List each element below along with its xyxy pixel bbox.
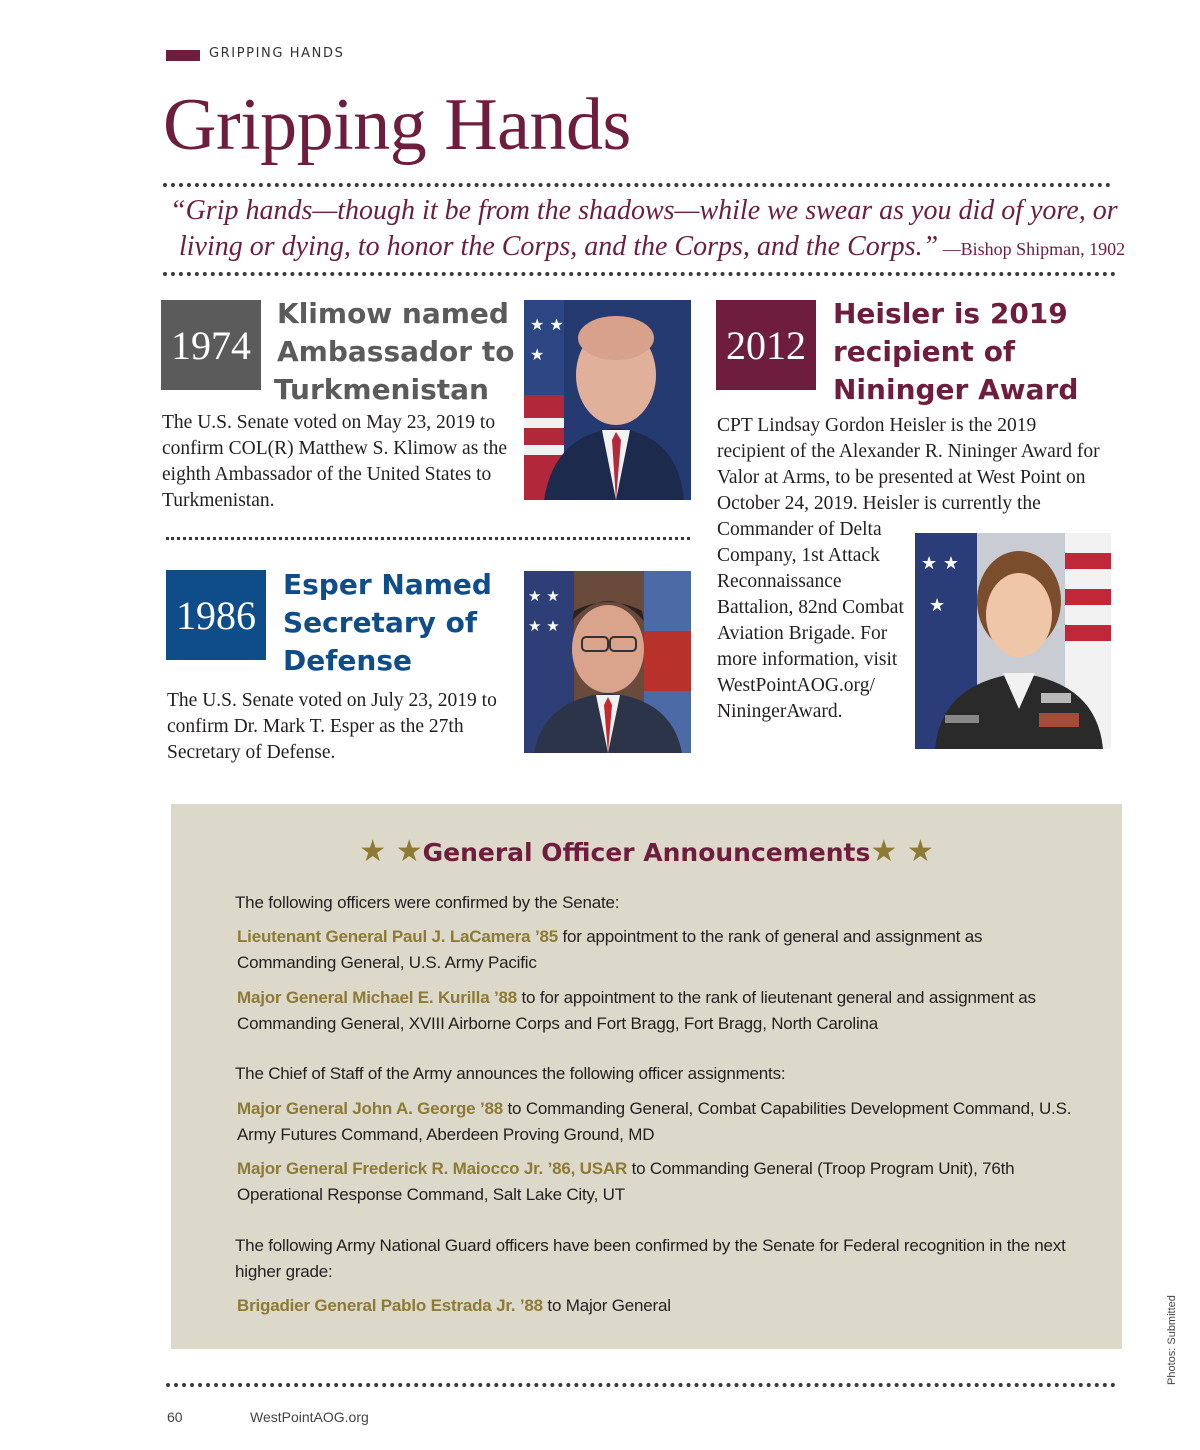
esper-headline	[283, 566, 492, 680]
class-year-box-1986: 1986	[166, 570, 266, 660]
svg-text:★ ★: ★ ★	[528, 617, 560, 635]
quote-attribution: —Bishop Shipman, 1902	[938, 239, 1126, 259]
headline-line: Heisler is 2019	[833, 297, 1068, 330]
quote-line-2	[170, 229, 1130, 267]
klimow-portrait-photo	[524, 300, 691, 500]
divider-quote-bottom	[163, 272, 1116, 276]
star-icon: ★ ★	[870, 834, 934, 869]
announcement-text: to Commanding General (Troop Program Unit), 76th Operational Response Command, Salt Lake City, UT	[237, 1159, 1015, 1204]
klimow-headline	[274, 295, 515, 409]
headline-line: Esper Named	[283, 568, 492, 601]
headline-line: Turkmenistan	[274, 373, 489, 406]
announcement-text: to Major General	[542, 1296, 671, 1315]
announcements-intro-senate: The following officers were confirmed by the Senate:	[235, 893, 620, 912]
star-icon: ★ ★	[359, 834, 423, 869]
officer-name: Major General John A. George ’88	[237, 1099, 503, 1118]
divider-top	[163, 183, 1111, 187]
esper-body: The U.S. Senate voted on July 23, 2019 to confirm Dr. Mark T. Esper as the 27th Secretary of Defense.	[167, 690, 497, 763]
page-number: 60	[167, 1409, 183, 1425]
divider-bottom	[166, 1383, 1116, 1387]
portrait-illustration	[915, 533, 1111, 749]
footer-site: WestPointAOG.org	[250, 1409, 369, 1425]
headline-line: Klimow named	[277, 297, 509, 330]
announcements-title: General Officer Announcements	[422, 838, 871, 867]
headline-line: Ambassador to	[277, 335, 515, 368]
announcement-item	[237, 1293, 1077, 1319]
announcement-item	[237, 1156, 1077, 1208]
class-year-box-2012: 2012	[716, 300, 816, 390]
svg-text:★ ★: ★ ★	[530, 315, 564, 334]
heisler-body-top: CPT Lindsay Gordon Heisler is the 2019 recipient of the Alexander R. Nininger Award for Valor at Arms, to be presented at West Point on October 24, 2019. Heisler is currently the	[717, 415, 1100, 514]
svg-text:★: ★	[530, 345, 545, 364]
quote-line-1: “Grip hands—though it be from the shadows—while we swear as you did of yore, or	[170, 195, 1118, 226]
page-title: Gripping Hands	[163, 84, 631, 166]
esper-portrait-photo	[524, 571, 691, 753]
officer-name: Brigadier General Pablo Estrada Jr. ’88	[237, 1296, 543, 1315]
portrait-illustration	[524, 300, 691, 500]
svg-text:★ ★: ★ ★	[528, 587, 560, 605]
heisler-portrait-photo	[915, 533, 1111, 749]
announcement-text: to Commanding General, Combat Capabilities Development Command, U.S. Army Futures Command, Aberdeen Proving Ground, MD	[237, 1099, 1072, 1144]
headline-line: Secretary of	[283, 606, 478, 639]
announcement-item	[237, 924, 1077, 976]
announcements-intro-chief-of-staff: The Chief of Staff of the Army announces the following officer assignments:	[235, 1064, 786, 1083]
heisler-body-bottom: Commander of Delta Company, 1st Attack Reconnaissance Battalion, 82nd Combat Aviation Brigade. For more information, visit WestPointAOG.org/ NiningerAward.	[717, 519, 904, 722]
announcements-intro-national-guard: The following Army National Guard officers have been confirmed by the Senate for Federal recognition in the next higher grade:	[235, 1236, 1066, 1281]
announcements-heading	[171, 834, 1122, 869]
headline-line: Defense	[283, 644, 412, 677]
heisler-headline	[833, 295, 1078, 409]
svg-text:★ ★: ★ ★	[921, 553, 959, 574]
general-officer-announcements-panel	[171, 804, 1122, 1349]
klimow-body: The U.S. Senate voted on May 23, 2019 to confirm COL(R) Matthew S. Klimow as the eighth Ambassador of the United States to Turkmenistan.	[162, 412, 507, 511]
announcement-item	[237, 1096, 1077, 1148]
svg-text:★: ★	[929, 595, 946, 616]
officer-name: Lieutenant General Paul J. LaCamera ’85	[237, 927, 558, 946]
announcement-text: to for appointment to the rank of lieutenant general and assignment as Commanding General, XVIII Airborne Corps and Fort Bragg, Fort Bragg, North Carolina	[237, 988, 1036, 1033]
quote	[170, 193, 1130, 267]
section-marker-bar	[166, 50, 200, 61]
headline-line: recipient of	[833, 335, 1016, 368]
headline-line: Nininger Award	[833, 373, 1079, 406]
officer-name: Major General Frederick R. Maiocco Jr. ’86, USAR	[237, 1159, 628, 1178]
announcement-item	[237, 985, 1077, 1037]
portrait-illustration	[524, 571, 691, 753]
officer-name: Major General Michael E. Kurilla ’88	[237, 988, 518, 1007]
announcement-text: for appointment to the rank of general and assignment as Commanding General, U.S. Army Pacific	[237, 927, 983, 972]
divider-mid-left	[166, 537, 690, 540]
section-label: GRIPPING HANDS	[209, 46, 345, 61]
class-year-box-1974: 1974	[161, 300, 261, 390]
quote-line-2-text: living or dying, to honor the Corps, and the Corps, and the Corps.”	[179, 231, 939, 262]
photo-credit: Photos: Submitted	[1166, 1295, 1178, 1385]
